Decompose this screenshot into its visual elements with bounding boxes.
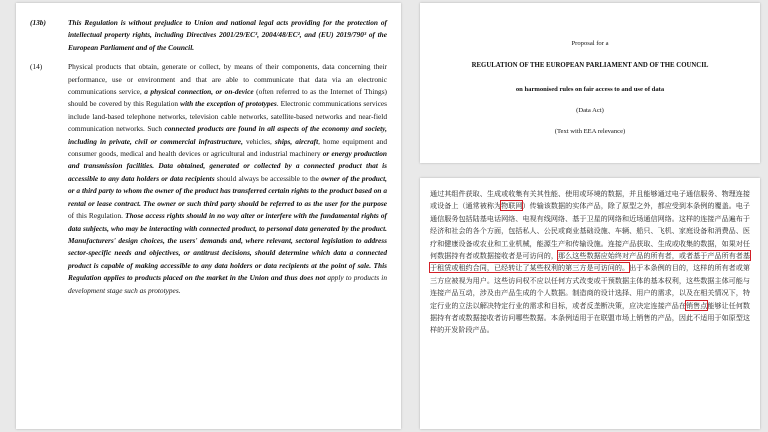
recital-number: (14) (30, 62, 43, 72)
translation-segment: 通过其组件获取、生成或收集有关其性能、使用或环境的数据，并且能够通过电子通信服务、物理连接或设备上（通常被称为 (430, 189, 750, 211)
regulation-title: REGULATION OF THE EUROPEAN PARLIAMENT AND OF THE COUNCIL (471, 62, 709, 69)
highlighted-phrase: 销售点 (686, 300, 708, 310)
recital-text-segment: (often referred to as the Internet of Things) should be covered by this Regulation (68, 87, 388, 109)
recital-text-segment: apply to products in development stage such as prototypes. (68, 273, 387, 295)
highlighted-phrase: 物联网 (501, 201, 523, 211)
translation-segment: ）传输该数据的实体产品，除了原型之外，都应受到本条例的覆盖。电子通信服务包括陆基电话网络、电视有线网络、基于卫星的网络和近场通信网络。这样的连接产品遍布于经济和社会的各个方面，包括私人、公民或商业基础设施、车辆、船只、飞机、家庭设备和消费品、医疗和健康设备或农业和工业机械，能源生产和传输设施。连接产品获取、生成或收集的数据，如果对任何数据持有者或数据接收者是可访问的， (430, 201, 751, 261)
chinese-translation-page (420, 178, 760, 429)
recital-text-segment: with the exception of prototypes (180, 99, 277, 109)
regulation-subtitle: on harmonised rules on fair access to and use of data (515, 86, 665, 93)
regulation-short-title: (Data Act) (576, 107, 604, 114)
recital-text-segment: ships, aircraft (274, 136, 319, 146)
recital-text-segment: connected products are found in all aspects of the economy and society, including in private, civil or commercial infrastructure, (68, 124, 388, 146)
recital-text-segment: Physical products that obtain, generate or collect, by means of their components, data concerning their performance, use or environment and that are able to communicate that data via (68, 62, 387, 84)
proposal-title-page (420, 3, 760, 163)
recital-number: (13b) (30, 18, 46, 27)
recital-text-segment: owner of the product, or a third party to whom the owner of the product has transferred certain rights to the product based on a rental or lease contract. The owner or such third party should be referred to as the user for the purpose (68, 173, 388, 208)
recital-text-segment: or energy production and transmission facilities. Data obtained, generated or collected by a connected product that is accessible to any data holders or data recipients (68, 149, 387, 183)
recital-text: This Regulation is without prejudice to Union and national legal acts providing for the protection of intellectual property rights, including Directives 2001/29/EC³, 2004/48/EC², and (EU) 2019/790³ of the European Parliament and of the Council. (68, 18, 387, 52)
recital-text-segment: , home equipment and consumer goods, medical and health devices or agricultural and industrial machinery (68, 136, 387, 159)
recital-text-segment: should always be accessible to the (214, 173, 322, 183)
recital-text-segment: Those access rights should in no way alter or interfere with the fundamental rights of data subjects, who may be interacting with connected product, to personal data generated by the product. Manufacturers' design choices, the users' demands and, where relevant, sectoral legislation to address sector-specific needs and objectives, or antitrust decisions, should determine which data a connected product is capable of making accessible to any data holders or data recipients at the point of sale. This Regulation applies to products placed on the market in the Union and thus does not (68, 211, 387, 283)
translation-segment: 能够让任何数据持有者或数据接收者访问哪些数据。本条例适用于在联盟市场上销售的产品，因此不适用于如原型这样的开发阶段产品。 (430, 300, 751, 335)
chinese-translation-text (430, 188, 750, 337)
recital-14 (30, 61, 387, 297)
recital-text-segment: a physical connection, or on-device (144, 87, 254, 97)
recital-text-segment: of this Regulation. (68, 211, 126, 221)
recital-text-segment: an (346, 74, 353, 84)
recital-text-segment: . Electronic communications services include land-based telephone networks, television cable networks, satellite-based networks and near-field communication networks. Such (68, 99, 388, 134)
recital-13b (30, 17, 387, 54)
recital-text (68, 61, 387, 297)
eea-relevance-note: (Text with EEA relevance) (554, 128, 626, 135)
amendment-page (16, 3, 401, 429)
highlighted-phrase: 那么这些数据应始终对产品的所有者，或者基于产品所有者基于租赁或租约合同，已经转让了某些权利的第三方是可访问的。 (430, 251, 751, 273)
recital-text-segment: electronic communications service, (68, 74, 387, 97)
translation-segment: 出于本条例的目的，这样的所有者或第三方应被视为用户。这些访问权不应以任何方式改变或干预数据主体的基本权利，这些数据主体可能与连接产品互动，涉及由产品生成的个人数据。制造商的设计选择、用户的需求，以及在相关情况下，特定行业的立法以解决特定行业的需求和目标，或者反垄断决策，应决定连接产品在 (430, 263, 751, 310)
recital-text-segment: vehicles, (242, 136, 275, 146)
proposal-label: Proposal for a (571, 40, 609, 47)
